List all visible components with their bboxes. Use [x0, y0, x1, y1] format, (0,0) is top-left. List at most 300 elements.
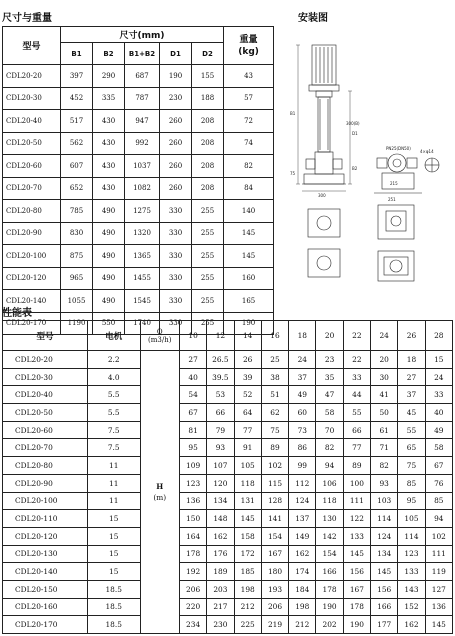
value-cell: 490 [93, 200, 125, 223]
head-value-cell: 220 [179, 598, 206, 616]
head-value-cell: 154 [316, 545, 343, 563]
head-value-cell: 66 [343, 421, 370, 439]
head-value-cell: 60 [289, 404, 316, 422]
dims-header-dims: 尺寸(mm) [61, 27, 224, 43]
model-cell: CDL20-120 [3, 527, 88, 545]
head-value-cell: 23 [316, 351, 343, 369]
head-value-cell: 141 [261, 510, 288, 528]
value-cell: 452 [61, 87, 93, 110]
head-value-cell: 180 [261, 563, 288, 581]
head-value-cell: 167 [261, 545, 288, 563]
table-row [3, 457, 453, 475]
value-cell: 190 [224, 312, 274, 335]
value-cell: 208 [192, 177, 224, 200]
table-row [3, 155, 274, 178]
head-value-cell: 192 [179, 563, 206, 581]
head-value-cell: 64 [234, 404, 261, 422]
flow-header: 22 [343, 321, 370, 351]
head-value-cell: 176 [207, 545, 234, 563]
head-value-cell: 89 [261, 439, 288, 457]
table-row [3, 65, 274, 88]
head-value-cell: 103 [371, 492, 398, 510]
head-value-cell: 123 [398, 545, 425, 563]
perf-header-motor: 电机 [87, 321, 140, 351]
motor-cell: 11 [87, 457, 140, 475]
table-row [3, 527, 453, 545]
value-cell: 330 [160, 222, 192, 245]
value-cell: 430 [93, 110, 125, 133]
head-value-cell: 51 [261, 386, 288, 404]
head-value-cell: 82 [371, 457, 398, 475]
head-value-cell: 167 [343, 580, 370, 598]
value-cell: 687 [125, 65, 160, 88]
head-value-cell: 156 [343, 563, 370, 581]
value-cell: 330 [160, 245, 192, 268]
label-motor-dim: D1 [352, 131, 358, 136]
value-cell: 992 [125, 132, 160, 155]
head-value-cell: 219 [261, 616, 288, 634]
head-value-cell: 177 [371, 616, 398, 634]
value-cell: 145 [224, 245, 274, 268]
table-row [3, 267, 274, 290]
head-value-cell: 71 [371, 439, 398, 457]
value-cell: 43 [224, 65, 274, 88]
motor-cell: 5.5 [87, 386, 140, 404]
value-cell: 255 [192, 267, 224, 290]
model-cell: CDL20-80 [3, 457, 88, 475]
head-value-cell: 109 [179, 457, 206, 475]
head-value-cell: 105 [234, 457, 261, 475]
table-row [3, 177, 274, 200]
head-value-cell: 40 [179, 368, 206, 386]
flow-header: 14 [234, 321, 261, 351]
head-value-cell: 184 [289, 580, 316, 598]
perf-header-q [140, 321, 179, 351]
head-value-cell: 99 [289, 457, 316, 475]
label-b2: B2 [352, 166, 358, 171]
value-cell: 787 [125, 87, 160, 110]
head-value-cell: 164 [179, 527, 206, 545]
motor-cell: 15 [87, 527, 140, 545]
head-value-cell: 27 [398, 368, 425, 386]
value-cell: 260 [160, 110, 192, 133]
head-value-cell: 162 [207, 527, 234, 545]
value-cell: 84 [224, 177, 274, 200]
head-value-cell: 49 [289, 386, 316, 404]
label-len300: 300 [318, 193, 326, 198]
table-row [3, 404, 453, 422]
table-row [3, 368, 453, 386]
value-cell: 260 [160, 177, 192, 200]
head-value-cell: 107 [207, 457, 234, 475]
head-value-cell: 26.5 [207, 351, 234, 369]
head-value-cell: 142 [316, 527, 343, 545]
head-value-cell: 52 [234, 386, 261, 404]
model-cell: CDL20-20 [3, 351, 88, 369]
table-row [3, 439, 453, 457]
motor-cell: 18.5 [87, 598, 140, 616]
flow-header: 16 [261, 321, 288, 351]
flow-header: 24 [371, 321, 398, 351]
model-cell: CDL20-120 [3, 267, 61, 290]
model-cell: CDL20-170 [3, 616, 88, 634]
head-value-cell: 89 [343, 457, 370, 475]
head-value-cell: 127 [425, 580, 452, 598]
head-value-cell: 86 [289, 439, 316, 457]
head-value-cell: 85 [398, 474, 425, 492]
head-value-cell: 190 [343, 616, 370, 634]
head-value-cell: 118 [234, 474, 261, 492]
head-value-cell: 130 [316, 510, 343, 528]
value-cell: 330 [160, 200, 192, 223]
pump-front-view [302, 45, 346, 184]
model-cell: CDL20-170 [3, 312, 61, 335]
motor-cell: 15 [87, 563, 140, 581]
model-cell: CDL20-80 [3, 200, 61, 223]
motor-cell: 18.5 [87, 616, 140, 634]
head-value-cell: 75 [398, 457, 425, 475]
model-cell: CDL20-160 [3, 598, 88, 616]
head-value-cell: 81 [179, 421, 206, 439]
head-value-cell: 217 [207, 598, 234, 616]
head-value-cell: 119 [425, 563, 452, 581]
value-cell: 1190 [61, 312, 93, 335]
model-cell: CDL20-70 [3, 177, 61, 200]
dims-subheader: D2 [192, 43, 224, 65]
head-value-cell: 106 [316, 474, 343, 492]
head-value-cell: 62 [261, 404, 288, 422]
label-side-dim: 215 [390, 181, 398, 186]
head-value-cell: 73 [289, 421, 316, 439]
head-value-cell: 198 [234, 580, 261, 598]
value-cell: 1320 [125, 222, 160, 245]
head-value-cell: 27 [179, 351, 206, 369]
head-value-cell: 40 [425, 404, 452, 422]
head-value-cell: 49 [425, 421, 452, 439]
table-row [3, 616, 453, 634]
head-value-cell: 178 [343, 598, 370, 616]
value-cell: 208 [192, 155, 224, 178]
head-value-cell: 124 [289, 492, 316, 510]
value-cell: 255 [192, 222, 224, 245]
head-value-cell: 18 [398, 351, 425, 369]
head-value-cell: 67 [179, 404, 206, 422]
head-value-cell: 26 [234, 351, 261, 369]
value-cell: 145 [224, 222, 274, 245]
model-cell: CDL20-60 [3, 421, 88, 439]
head-value-cell: 111 [425, 545, 452, 563]
flow-header: 12 [207, 321, 234, 351]
motor-cell: 11 [87, 492, 140, 510]
value-cell: 965 [61, 267, 93, 290]
value-cell: 155 [192, 65, 224, 88]
model-cell: CDL20-40 [3, 386, 88, 404]
value-cell: 490 [93, 267, 125, 290]
head-value-cell: 65 [398, 439, 425, 457]
head-value-cell: 148 [207, 510, 234, 528]
value-cell: 517 [61, 110, 93, 133]
head-value-cell: 39.5 [207, 368, 234, 386]
install-section-title: 安装图 [298, 13, 328, 24]
head-value-cell: 33 [343, 368, 370, 386]
table-row [3, 421, 453, 439]
value-cell: 430 [93, 177, 125, 200]
value-cell: 335 [93, 87, 125, 110]
head-value-cell: 137 [289, 510, 316, 528]
head-value-cell: 94 [425, 510, 452, 528]
head-value-cell: 174 [289, 563, 316, 581]
head-value-cell: 24 [289, 351, 316, 369]
head-label-cell [140, 351, 179, 634]
table-row [3, 200, 274, 223]
table-row [3, 245, 274, 268]
value-cell: 562 [61, 132, 93, 155]
model-cell: CDL20-30 [3, 368, 88, 386]
head-value-cell: 178 [179, 545, 206, 563]
head-value-cell: 133 [398, 563, 425, 581]
head-value-cell: 136 [179, 492, 206, 510]
value-cell: 490 [93, 290, 125, 313]
head-value-cell: 225 [234, 616, 261, 634]
label-h75: 75 [290, 171, 296, 176]
head-value-cell: 193 [261, 580, 288, 598]
head-value-cell: 41 [371, 386, 398, 404]
value-cell: 188 [192, 87, 224, 110]
head-value-cell: 134 [371, 545, 398, 563]
head-value-cell: 24 [425, 368, 452, 386]
head-value-cell: 33 [425, 386, 452, 404]
head-value-cell: 166 [316, 563, 343, 581]
h-label: H [156, 482, 164, 491]
head-value-cell: 114 [398, 527, 425, 545]
head-value-cell: 145 [343, 545, 370, 563]
flow-header: 10 [179, 321, 206, 351]
value-cell: 785 [61, 200, 93, 223]
model-cell: CDL20-100 [3, 245, 61, 268]
head-value-cell: 206 [179, 580, 206, 598]
table-row [3, 110, 274, 133]
head-value-cell: 105 [398, 510, 425, 528]
head-value-cell: 230 [207, 616, 234, 634]
value-cell: 607 [61, 155, 93, 178]
head-value-cell: 149 [289, 527, 316, 545]
table-row [3, 492, 453, 510]
motor-cell: 5.5 [87, 404, 140, 422]
motor-cell: 2.2 [87, 351, 140, 369]
head-value-cell: 131 [234, 492, 261, 510]
head-value-cell: 77 [343, 439, 370, 457]
head-value-cell: 189 [207, 563, 234, 581]
head-value-cell: 39 [234, 368, 261, 386]
head-value-cell: 152 [398, 598, 425, 616]
head-value-cell: 234 [179, 616, 206, 634]
motor-cell: 7.5 [87, 421, 140, 439]
head-value-cell: 102 [425, 527, 452, 545]
model-cell: CDL20-150 [3, 580, 88, 598]
flow-header: 20 [316, 321, 343, 351]
head-value-cell: 185 [234, 563, 261, 581]
dims-section-title: 尺寸与重量 [2, 13, 52, 24]
value-cell: 1055 [61, 290, 93, 313]
head-value-cell: 61 [371, 421, 398, 439]
head-value-cell: 133 [343, 527, 370, 545]
base-plan-views [308, 205, 414, 281]
head-value-cell: 100 [343, 474, 370, 492]
value-cell: 1037 [125, 155, 160, 178]
value-cell: 140 [224, 200, 274, 223]
value-cell: 208 [192, 132, 224, 155]
head-value-cell: 79 [207, 421, 234, 439]
head-value-cell: 37 [398, 386, 425, 404]
model-cell: CDL20-100 [3, 492, 88, 510]
head-value-cell: 190 [316, 598, 343, 616]
head-value-cell: 50 [371, 404, 398, 422]
label-side-width: 251 [388, 197, 396, 202]
model-cell: CDL20-140 [3, 563, 88, 581]
head-value-cell: 212 [289, 616, 316, 634]
head-value-cell: 95 [179, 439, 206, 457]
value-cell: 260 [160, 155, 192, 178]
value-cell: 1455 [125, 267, 160, 290]
table-row [3, 598, 453, 616]
head-value-cell: 162 [398, 616, 425, 634]
value-cell: 1365 [125, 245, 160, 268]
head-value-cell: 145 [234, 510, 261, 528]
model-cell: CDL20-30 [3, 87, 61, 110]
table-row [3, 351, 453, 369]
head-value-cell: 93 [371, 474, 398, 492]
head-value-cell: 15 [425, 351, 452, 369]
value-cell: 430 [93, 132, 125, 155]
value-cell: 260 [160, 132, 192, 155]
head-value-cell: 58 [425, 439, 452, 457]
value-cell: 430 [93, 155, 125, 178]
head-value-cell: 45 [398, 404, 425, 422]
perf-table [2, 320, 453, 634]
head-value-cell: 47 [316, 386, 343, 404]
label-holes: 4×φ14 [420, 149, 434, 154]
model-cell: CDL20-70 [3, 439, 88, 457]
model-cell: CDL20-90 [3, 474, 88, 492]
dims-header-model: 型号 [3, 27, 61, 65]
head-value-cell: 114 [371, 510, 398, 528]
value-cell: 875 [61, 245, 93, 268]
value-cell: 230 [160, 87, 192, 110]
motor-cell: 18.5 [87, 580, 140, 598]
head-value-cell: 134 [207, 492, 234, 510]
head-value-cell: 95 [398, 492, 425, 510]
head-value-cell: 212 [234, 598, 261, 616]
head-value-cell: 198 [289, 598, 316, 616]
head-value-cell: 112 [289, 474, 316, 492]
value-cell: 330 [160, 267, 192, 290]
head-value-cell: 154 [261, 527, 288, 545]
head-value-cell: 150 [179, 510, 206, 528]
value-cell: 74 [224, 132, 274, 155]
head-value-cell: 77 [234, 421, 261, 439]
value-cell: 165 [224, 290, 274, 313]
head-value-cell: 54 [179, 386, 206, 404]
flow-header: 18 [289, 321, 316, 351]
value-cell: 1740 [125, 312, 160, 335]
value-cell: 330 [160, 290, 192, 313]
head-value-cell: 158 [234, 527, 261, 545]
head-value-cell: 166 [371, 598, 398, 616]
head-value-cell: 66 [207, 404, 234, 422]
value-cell: 255 [192, 245, 224, 268]
h-unit: (m) [153, 493, 167, 502]
head-value-cell: 55 [343, 404, 370, 422]
dims-table [2, 26, 274, 335]
perf-section-title: 性能表 [2, 308, 32, 319]
model-cell: CDL20-20 [3, 65, 61, 88]
head-value-cell: 136 [425, 598, 452, 616]
head-value-cell: 85 [425, 492, 452, 510]
head-value-cell: 30 [371, 368, 398, 386]
head-value-cell: 143 [398, 580, 425, 598]
model-cell: CDL20-130 [3, 545, 88, 563]
model-cell: CDL20-90 [3, 222, 61, 245]
table-row [3, 580, 453, 598]
model-cell: CDL20-60 [3, 155, 61, 178]
head-value-cell: 206 [261, 598, 288, 616]
value-cell: 255 [192, 290, 224, 313]
head-value-cell: 203 [207, 580, 234, 598]
value-cell: 255 [192, 312, 224, 335]
table-row [3, 222, 274, 245]
head-value-cell: 70 [316, 421, 343, 439]
value-cell: 57 [224, 87, 274, 110]
perf-header-model: 型号 [3, 321, 88, 351]
value-cell: 255 [192, 200, 224, 223]
head-value-cell: 111 [343, 492, 370, 510]
head-value-cell: 202 [316, 616, 343, 634]
head-value-cell: 178 [316, 580, 343, 598]
value-cell: 1082 [125, 177, 160, 200]
head-value-cell: 128 [261, 492, 288, 510]
model-cell: CDL20-140 [3, 290, 61, 313]
head-value-cell: 172 [234, 545, 261, 563]
model-cell: CDL20-110 [3, 510, 88, 528]
head-value-cell: 82 [316, 439, 343, 457]
value-cell: 160 [224, 267, 274, 290]
value-cell: 1545 [125, 290, 160, 313]
dims-header-weight: 重量 (kg) [224, 27, 274, 65]
head-value-cell: 91 [234, 439, 261, 457]
table-row [3, 510, 453, 528]
value-cell: 1275 [125, 200, 160, 223]
head-value-cell: 20 [371, 351, 398, 369]
head-value-cell: 22 [343, 351, 370, 369]
head-value-cell: 53 [207, 386, 234, 404]
table-row [3, 545, 453, 563]
head-value-cell: 67 [425, 457, 452, 475]
value-cell: 82 [224, 155, 274, 178]
dims-subheader: B2 [93, 43, 125, 65]
label-fig300: 300(B) [346, 121, 360, 126]
model-cell: CDL20-50 [3, 132, 61, 155]
head-value-cell: 55 [398, 421, 425, 439]
value-cell: 830 [61, 222, 93, 245]
model-cell: CDL20-50 [3, 404, 88, 422]
motor-cell: 7.5 [87, 439, 140, 457]
head-value-cell: 38 [261, 368, 288, 386]
motor-cell: 15 [87, 545, 140, 563]
drawing-labels [290, 111, 434, 202]
head-value-cell: 162 [289, 545, 316, 563]
table-row [3, 132, 274, 155]
value-cell: 947 [125, 110, 160, 133]
